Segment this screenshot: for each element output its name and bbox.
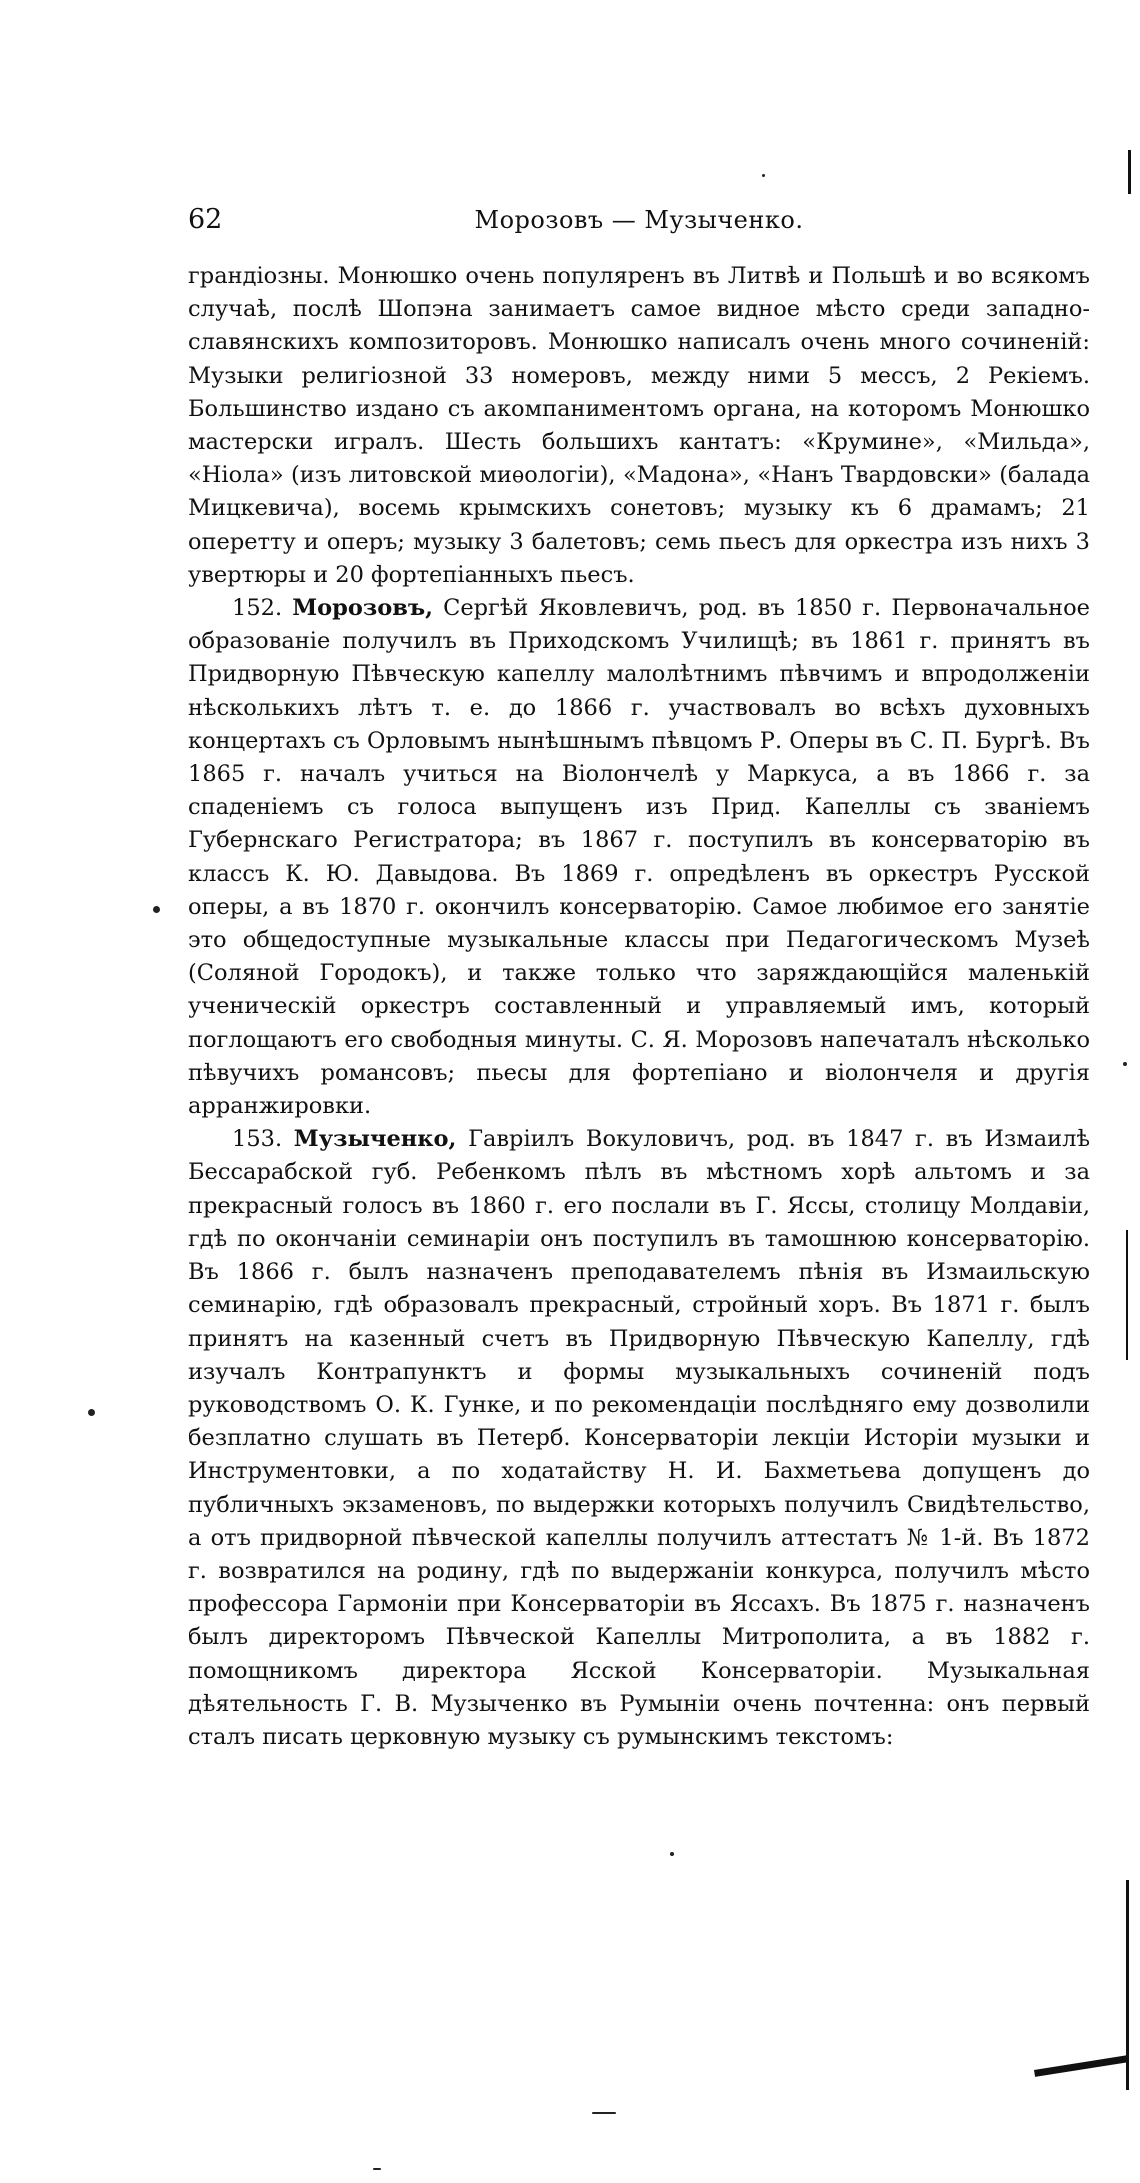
scan-speck bbox=[762, 174, 765, 177]
running-head bbox=[188, 200, 1090, 240]
page-content bbox=[188, 200, 1090, 1754]
scan-speck bbox=[88, 1409, 95, 1416]
entry-name: Морозовъ, bbox=[292, 595, 433, 622]
entry-text: Сергѣй Яковлевичъ, род. въ 1850 г. Первоначальное образованіе получилъ въ Приходскомъ Училищѣ; въ 1861 г. принятъ въ Придворную Пѣвческую капеллу малолѣтнимъ пѣвчимъ и впродолженіи нѣсколькихъ лѣтъ т. е. до 1866 г. участвовалъ во всѣхъ духовныхъ концертахъ съ Орловымъ нынѣшнымъ пѣвцомъ Р. Оперы въ С. П. Бургѣ. Въ 1865 г. началъ учиться на Віолончелѣ у Маркуса, а въ 1866 г. за спаденіемъ съ голоса выпущенъ изъ Прид. Капеллы съ званіемъ Губернскаго Регистратора; въ 1867 г. поступилъ въ консерваторію въ классъ К. Ю. Давыдова. Въ 1869 г. опредѣленъ въ оркестръ Русской оперы, а въ 1870 г. окончилъ консерваторію. Самое любимое его занятіе это общедоступные музыкальные классы при Педагогическомъ Музеѣ (Соляной Городокъ), и также только что заряждающійся маленькій ученическій оркестръ составленный и управляемый имъ, который поглощаютъ его свободныя минуты. С. Я. Морозовъ напечаталъ нѣсколько пѣвучихъ романсовъ; пьесы для фортепіано и віолончеля и другія арранжировки. bbox=[188, 595, 1090, 1120]
entry-152 bbox=[188, 592, 1090, 1123]
running-title: Морозовъ — Музыченко. bbox=[474, 206, 804, 234]
scan-speck bbox=[670, 1852, 674, 1856]
edge-mark bbox=[1128, 150, 1131, 194]
entry-153 bbox=[188, 1123, 1090, 1754]
scan-speck bbox=[592, 2112, 616, 2114]
edge-mark bbox=[1034, 2055, 1128, 2077]
entry-number: 153. bbox=[232, 1126, 283, 1153]
entry-number: 152. bbox=[232, 595, 283, 622]
scan-speck bbox=[153, 906, 160, 913]
page-number: 62 bbox=[188, 204, 223, 235]
paragraph-continuation: грандіозны. Монюшко очень популяренъ въ Литвѣ и Польшѣ и во всякомъ случаѣ, послѣ Шопэна занимаетъ самое видное мѣсто среди западно-славянскихъ композиторовъ. Монюшко написалъ очень много сочиненій: Музыки религіозной 33 номеровъ, между ними 5 мессъ, 2 Рекіемъ. Большинство издано съ акомпаниментомъ органа, на которомъ Монюшко мастерски игралъ. Шесть большихъ кантатъ: «Крумине», «Мильда», «Ніола» (изъ литовской миѳологіи), «Мадона», «Нанъ Твардовски» (балада Мицкевича), восемь крымскихъ сонетовъ; музыку къ 6 драмамъ; 21 оперетту и оперъ; музыку 3 балетовъ; семь пьесъ для оркестра изъ нихъ 3 увертюры и 20 фортепіанныхъ пьесъ. bbox=[188, 263, 1090, 588]
entry-name: Музыченко, bbox=[293, 1126, 457, 1153]
body-text bbox=[188, 260, 1090, 1754]
edge-mark bbox=[1126, 1230, 1128, 1360]
entry-text: Гавріилъ Вокуловичъ, род. въ 1847 г. въ Измаилѣ Бессарабской губ. Ребенкомъ пѣлъ въ мѣстномъ хорѣ альтомъ и за прекрасный голосъ въ 1860 г. его послали въ Г. Яссы, столицу Молдавіи, гдѣ по окончаніи семинаріи онъ поступилъ въ тамошнюю консерваторію. Въ 1866 г. былъ назначенъ преподавателемъ пѣнія въ Измаильскую семинарію, гдѣ образовалъ прекрасный, стройный хоръ. Въ 1871 г. былъ принятъ на казенный счетъ въ Придворную Пѣвческую Капеллу, гдѣ изучалъ Контрапунктъ и формы музыкальныхъ сочиненій подъ руководствомъ О. К. Гунке, и по рекомендаціи послѣдняго ему дозволили безплатно слушать въ Петерб. Консерваторіи лекціи Исторіи музыки и Инструментовки, а по ходатайству Н. И. Бахметьева допущенъ до публичныхъ экзаменовъ, по выдержки которыхъ получилъ Свидѣтельство, а отъ придворной пѣвческой капеллы получилъ аттестатъ № 1-й. Въ 1872 г. возвратился на родину, гдѣ по выдержаніи конкурса, получилъ мѣсто профессора Гармоніи при Консерваторіи въ Яссахъ. Въ 1875 г. назначенъ былъ директоромъ Пѣвческой Капеллы Митрополита, а въ 1882 г. помощникомъ директора Ясской Консерваторіи. Музыкальная дѣятельность Г. В. Музыченко въ Румыніи очень почтенна: онъ первый сталъ писать церковную музыку съ румынскимъ текстомъ: bbox=[188, 1126, 1091, 1750]
scan-speck bbox=[373, 2168, 381, 2170]
scan-speck bbox=[1123, 1062, 1127, 1066]
